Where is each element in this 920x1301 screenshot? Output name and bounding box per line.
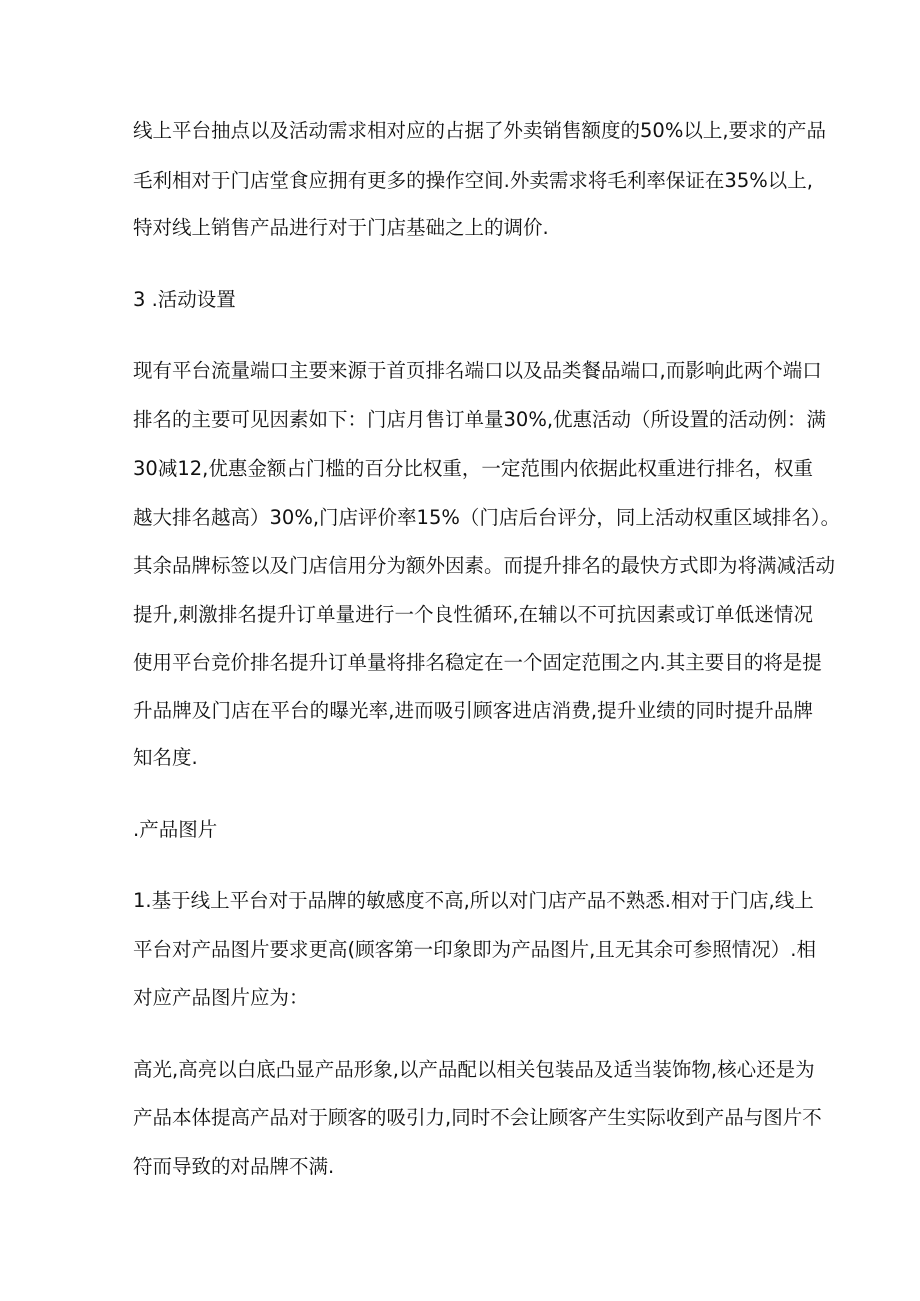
paragraph-activity-line: 使用平台竞价排名提升订单量将排名稳定在一个固定范围之内.其主要目的将是提 bbox=[133, 651, 822, 674]
paragraph-margin-line: 特对线上销售产品进行对于门店基础之上的调价. bbox=[133, 216, 549, 239]
paragraph-activity-line: 知名度. bbox=[133, 746, 198, 769]
paragraph-images-line: 对应产品图片应为： bbox=[133, 986, 309, 1009]
paragraph-requirements-line: 产品本体提高产品对于顾客的吸引力,同时不会让顾客产生实际收到产品与图片不 bbox=[133, 1106, 822, 1129]
section-heading-product-images: .产品图片 bbox=[133, 818, 218, 841]
paragraph-margin-line: 毛利相对于门店堂食应拥有更多的操作空间.外卖需求将毛利率保证在35%以上, bbox=[133, 169, 813, 192]
paragraph-activity-line: 现有平台流量端口主要来源于首页排名端口以及品类餐品端口,而影响此两个端口 bbox=[133, 359, 822, 382]
paragraph-activity-line: 排名的主要可见因素如下：门店月售订单量30%,优惠活动（所设置的活动例：满 bbox=[133, 408, 827, 431]
paragraph-activity-line: 升品牌及门店在平台的曝光率,进而吸引顾客进店消费,提升业绩的同时提升品牌 bbox=[133, 699, 813, 722]
paragraph-activity-line: 越大排名越高）30%,门店评价率15%（门店后台评分，同上活动权重区域排名）。 bbox=[133, 506, 841, 529]
paragraph-requirements-line: 高光,高亮以白底凸显产品形象,以产品配以相关包装品及适当装饰物,核心还是为 bbox=[133, 1058, 815, 1081]
paragraph-activity-line: 其余品牌标签以及门店信用分为额外因素。而提升排名的最快方式即为将满减活动 bbox=[133, 554, 836, 577]
section-heading-activity: 3 .活动设置 bbox=[133, 288, 236, 311]
paragraph-requirements-line: 符而导致的对品牌不满. bbox=[133, 1155, 335, 1178]
paragraph-images-line: 1.基于线上平台对于品牌的敏感度不高,所以对门店产品不熟悉.相对于门店,线上 bbox=[133, 889, 814, 912]
paragraph-activity-line: 30减12,优惠金额占门槛的百分比权重，一定范围内依据此权重进行排名，权重 bbox=[133, 457, 813, 480]
paragraph-activity-line: 提升,刺激排名提升订单量进行一个良性循环,在辅以不可抗因素或订单低迷情况 bbox=[133, 603, 813, 626]
paragraph-margin-line: 线上平台抽点以及活动需求相对应的占据了外卖销售额度的50%以上,要求的产品 bbox=[133, 119, 827, 142]
paragraph-images-line: 平台对产品图片要求更高(顾客第一印象即为产品图片,且无其余可参照情况）.相 bbox=[133, 938, 817, 961]
